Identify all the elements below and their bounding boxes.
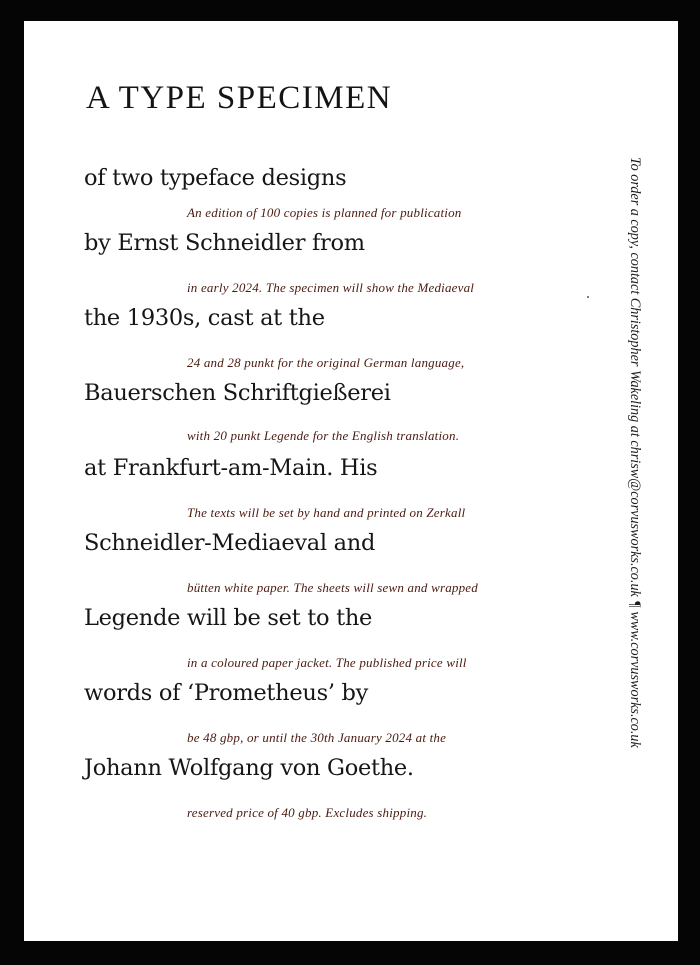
calligraphy-line: bütten white paper. The sheets will sewn and wrapped — [187, 580, 478, 595]
calligraphy-line: in early 2024. The specimen will show the Mediaeval — [187, 280, 475, 295]
calligraphy-line: An edition of 100 copies is planned for publication — [187, 205, 462, 220]
specimen-line: by Ernst Schneidler from — [84, 230, 365, 256]
order-contact-note: To order a copy, contact Christopher Wakeling at chrisw@corvusworks.co.uk ¶ www.corvusworks.co.uk — [627, 157, 643, 748]
page-title: A TYPE SPECIMEN — [86, 80, 393, 116]
specimen-line: at Frankfurt-am-Main. His — [84, 455, 378, 481]
specimen-line: the 1930s, cast at the — [84, 305, 325, 331]
calligraphy-line: with 20 punkt Legende for the English translation. — [187, 428, 460, 443]
deckled-edge — [24, 932, 678, 946]
specimen-line: Bauerschen Schriftgießerei — [84, 380, 391, 406]
paper-speck — [587, 296, 589, 298]
calligraphy-line: be 48 gbp, or until the 30th January 2024 at the — [187, 730, 447, 745]
calligraphy-line: in a coloured paper jacket. The published price will — [187, 655, 467, 670]
specimen-line: Schneidler-Mediaeval and — [84, 530, 376, 556]
specimen-line: of two typeface designs — [84, 165, 347, 191]
specimen-line: Legende will be set to the — [84, 605, 373, 631]
calligraphy-line: The texts will be set by hand and printed on Zerkall — [187, 505, 466, 520]
specimen-line: Johann Wolfgang von Goethe. — [84, 755, 414, 781]
specimen-line: words of ‘Prometheus’ by — [84, 680, 369, 706]
calligraphy-line: reserved price of 40 gbp. Excludes shipping. — [187, 805, 428, 820]
calligraphy-line: 24 and 28 punkt for the original German language, — [187, 355, 465, 370]
specimen-card — [24, 21, 678, 941]
